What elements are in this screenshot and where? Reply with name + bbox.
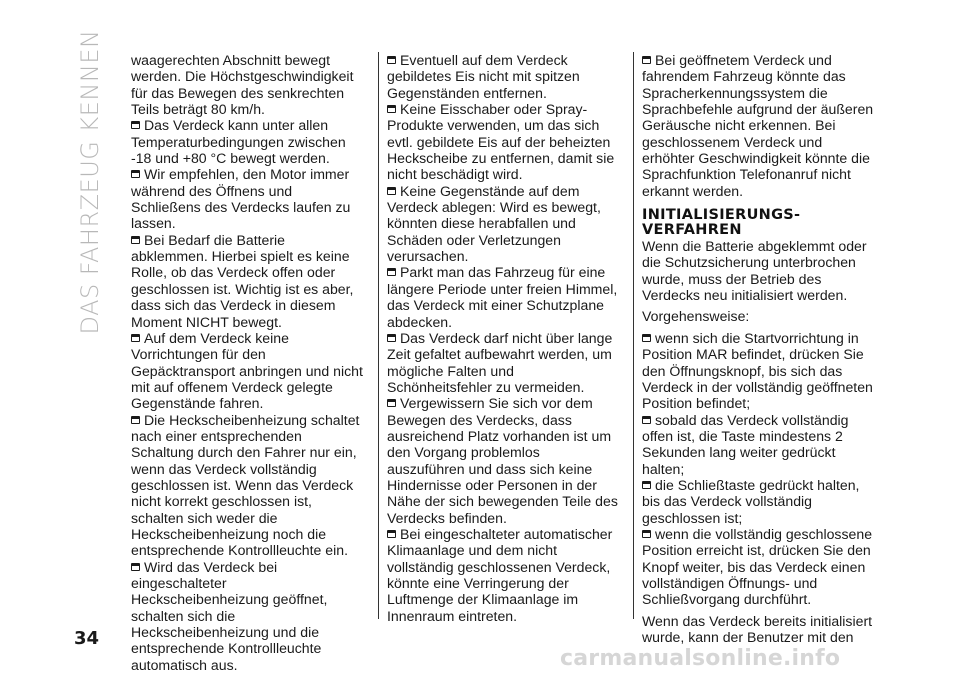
manual-bullet-icon xyxy=(387,399,396,407)
step-item xyxy=(642,526,876,608)
step-text: wenn die vollständig geschlossene Position erreicht ist, drücken Sie den Knopf weiter, bis das Verdeck einen vollständigen Öffnungs- und Schließvorgang durchführt. xyxy=(642,525,873,608)
manual-bullet-icon xyxy=(642,416,651,424)
manual-bullet-icon xyxy=(642,56,651,64)
manual-bullet-icon xyxy=(131,416,140,424)
manual-bullet-icon xyxy=(642,530,651,538)
manual-bullet-icon xyxy=(642,334,651,342)
section-title-text: DAS FAHRZEUG KENNEN xyxy=(76,29,104,335)
bullet-item xyxy=(131,166,365,231)
step-item xyxy=(642,412,876,477)
bullet-item xyxy=(387,330,621,395)
bullet-text: Die Heckscheibenheizung schaltet nach einer entsprechenden Schaltung durch den Fahrer nur ein, wenn das Verdeck vollständig geschlossen ist. Wenn das Verdeck nicht korrekt geschlossen ist, schalten sich weder die Heckscheibenheizung noch die entsprechende Kontrollleuchte ein. xyxy=(131,411,360,559)
watermark: carmanualsonline.info xyxy=(560,646,841,671)
manual-bullet-icon xyxy=(131,236,140,244)
bullet-item xyxy=(131,330,365,412)
manual-bullet-icon xyxy=(387,187,396,195)
manual-bullet-icon xyxy=(131,563,140,571)
text-column-1 xyxy=(131,52,365,673)
page-number: 34 xyxy=(74,628,100,649)
column-divider xyxy=(378,52,379,619)
bullet-item xyxy=(131,232,365,330)
manual-bullet-icon xyxy=(387,334,396,342)
paragraph: Vorgehensweise: xyxy=(642,308,750,325)
step-item xyxy=(642,330,876,412)
paragraph: Wenn die Batterie abgeklemmt oder die Schutzsicherung unterbrochen wurde, muss der Betrieb des Verdecks neu initialisiert werden. xyxy=(642,238,867,304)
bullet-text: Parkt man das Fahrzeug für eine längere Periode unter freien Himmel, das Verdeck mit einer Schutzplane abdecken. xyxy=(387,264,618,330)
bullet-item xyxy=(131,117,365,166)
manual-bullet-icon xyxy=(387,105,396,113)
section-heading: INITIALISIERUNGS-VERFAHREN xyxy=(642,207,801,238)
paragraph: Wenn das Verdeck bereits initialisiert wurde, kann der Benutzer mit den xyxy=(642,612,873,645)
bullet-text: Bei eingeschalteter automatischer Klimaanlage und dem nicht vollständig geschlossenen Verdeck, könnte eine Verringerung der Luftmenge der Klimaanlage im Innenraum eintreten. xyxy=(387,525,613,624)
bullet-text: Wir empfehlen, den Motor immer während des Öffnens und Schließens des Verdecks laufen zu lassen. xyxy=(131,166,351,232)
manual-bullet-icon xyxy=(387,530,396,538)
bullet-text: Keine Gegenstände auf dem Verdeck ablegen: Wird es bewegt, könnten diese herabfallen und Schäden oder Verletzungen verursachen. xyxy=(387,182,601,265)
paragraph: waagerechten Abschnitt bewegt werden. Die Höchstgeschwindigkeit für das Bewegen des senkrechten Teils beträgt 80 km/h. xyxy=(131,52,354,118)
manual-bullet-icon xyxy=(642,481,651,489)
bullet-text: Eventuell auf dem Verdeck gebildetes Eis nicht mit spitzen Gegenständen entfernen. xyxy=(387,52,580,101)
bullet-item xyxy=(642,52,876,199)
manual-bullet-icon xyxy=(131,334,140,342)
bullet-item xyxy=(387,101,621,183)
bullet-text: Bei geöffnetem Verdeck und fahrendem Fahrzeug könnte das Spracherkennungssystem die Sprachbefehle aufgrund der äußeren Geräusche nicht erkennen. Bei geschlossenem Verdeck und erhöhter Geschwindigkeit könnte die Sprachfunktion Telefonanruf nicht erkannt werden. xyxy=(642,52,874,199)
section-title xyxy=(70,29,110,335)
bullet-text: Wird das Verdeck bei eingeschalteter Heckscheibenheizung geöffnet, schalten sich die Heckscheibenheizung und die entsprechende Kontrollleuchte automatisch aus. xyxy=(131,558,328,673)
text-column-3 xyxy=(642,52,876,645)
manual-bullet-icon xyxy=(387,268,396,276)
bullet-text: Auf dem Verdeck keine Vorrichtungen für den Gepäcktransport anbringen und nicht mit auf offenem Verdeck gelegte Gegenstände fahren. xyxy=(131,329,363,412)
step-text: wenn sich die Startvorrichtung in Position MAR befindet, drücken Sie den Öffnungsknopf, bis sich das Verdeck in der vollständig geöffneten Position befindet; xyxy=(642,329,873,412)
step-text: die Schließtaste gedrückt halten, bis das Verdeck vollständig geschlossen ist; xyxy=(642,476,860,526)
bullet-item xyxy=(387,395,621,526)
bullet-item xyxy=(131,559,365,673)
bullet-text: Vergewissern Sie sich vor dem Bewegen des Verdecks, dass ausreichend Platz vorhanden ist um den Vorgang problemlos auszuführen und dass sich keine Hindernisse oder Personen in der Nähe der sich bewegenden Teile des Verdecks befinden. xyxy=(387,395,618,526)
text-column-2 xyxy=(387,52,621,624)
bullet-item xyxy=(387,526,621,624)
manual-bullet-icon xyxy=(131,170,140,178)
column-divider xyxy=(633,52,634,619)
bullet-text: Bei Bedarf die Batterie abklemmen. Hierbei spielt es keine Rolle, ob das Verdeck offen oder geschlossen ist. Wichtig ist es aber, dass sich das Verdeck in diesem Moment NICHT bewegt. xyxy=(131,231,354,330)
manual-bullet-icon xyxy=(131,121,140,129)
manual-bullet-icon xyxy=(387,56,396,64)
bullet-text: Das Verdeck kann unter allen Temperaturbedingungen zwischen -18 und +80 °C bewegt werden. xyxy=(131,117,346,167)
step-item xyxy=(642,477,876,526)
bullet-item xyxy=(387,264,621,329)
bullet-item xyxy=(387,183,621,265)
bullet-item xyxy=(131,412,365,559)
bullet-item xyxy=(387,52,621,101)
step-text: sobald das Verdeck vollständig offen ist, die Taste mindestens 2 Sekunden lang weiter gedrückt halten; xyxy=(642,411,849,477)
bullet-text: Das Verdeck darf nicht über lange Zeit gefaltet aufbewahrt werden, um mögliche Falten und Schönheitsfehler zu vermeiden. xyxy=(387,329,613,395)
bullet-text: Keine Eisschaber oder Spray-Produkte verwenden, um das sich evtl. gebildete Eis auf der beheizten Heckscheibe zu entfernen, damit sie nicht beschädigt wird. xyxy=(387,101,615,183)
